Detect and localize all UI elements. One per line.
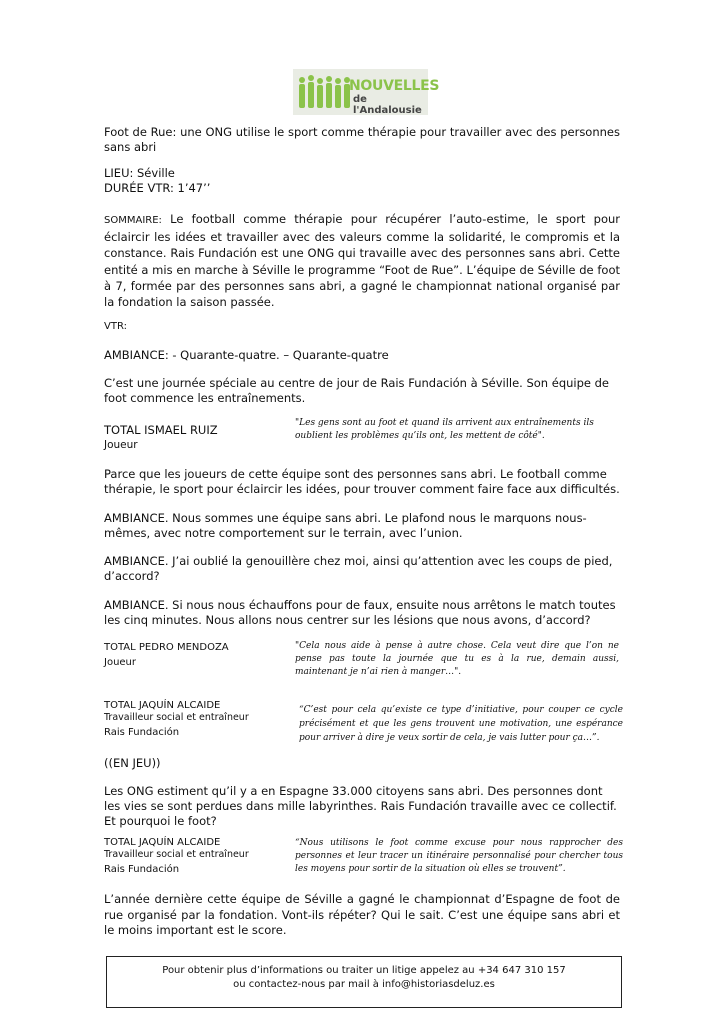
quote-4-role: Travailleur social et entraîneur bbox=[104, 849, 249, 860]
summary-label: SOMMAIRE: bbox=[104, 215, 162, 226]
paragraph-2: Parce que les joueurs de cette équipe sont des personnes sans abri. Le football comme thérapie, le sport pour éclaircir les idées, pour trouver comment faire face aux difficultés. bbox=[104, 467, 620, 496]
quote-2-speaker: TOTAL PEDRO MENDOZA bbox=[104, 642, 229, 653]
en-jeu: ((EN JEU)) bbox=[104, 756, 161, 770]
footer-contact-box bbox=[106, 956, 622, 1008]
ambiance-2: AMBIANCE. Nous sommes une équipe sans abri. Le plafond nous le marquons nous-mêmes, avec notre comportement sur le terrain, avec l’union. bbox=[104, 511, 587, 540]
paragraph-4: L’année dernière cette équipe de Séville a gagné le championnat d’Espagne de foot de rue organisé par la fondation. Vont-ils répéter? Qui le sait. C’est une équipe sans abri et le moins important est le score. bbox=[104, 892, 620, 937]
vtr-label: VTR: bbox=[104, 321, 127, 332]
paragraph-3: Les ONG estiment qu’il y a en Espagne 33.000 citoyens sans abri. Des personnes dont les vies se sont perdues dans mille labyrinthes. Rais Fundación travaille avec ce collectif. Et pourquoi le foot? bbox=[104, 784, 617, 828]
quote-4-speaker: TOTAL JAQUÍN ALCAIDE bbox=[104, 837, 221, 848]
paragraph-1: C’est une journée spéciale au centre de jour de Rais Fundación à Séville. Son équipe de foot commence les entraînements. bbox=[104, 376, 610, 405]
quote-2-text: "Cela nous aide à pense à autre chose. Cela veut dire que l’on ne pense pas toute la journée que tu es à la rue, demain aussi, maintenant je n’ai rien à manger…". bbox=[295, 641, 619, 677]
people-silhouettes-icon bbox=[296, 72, 352, 112]
footer-line-2: ou contactez-nous par mail à info@historiasdeluz.es bbox=[233, 979, 495, 990]
page-title: Foot de Rue: une ONG utilise le sport comme thérapie pour travailler avec des personnes sans abri bbox=[104, 125, 620, 154]
summary-text: Le football comme thérapie pour récupérer l’auto-estime, le sport pour éclaircir les idées et travailler avec des valeurs comme la solidarité, le compromis et la constance. Rais Fundación est une ONG qui travaille avec des personnes sans abri. Cette entité a mis en marche à Séville le programme “Foot de Rue”. L’équipe de Séville de foot à 7, formée par des personnes sans abri, a gagné le championnat national organisé par la fondation la saison passée. bbox=[104, 212, 621, 310]
quote-3-role: Travailleur social et entraîneur bbox=[104, 712, 249, 723]
ambiance-4: AMBIANCE. Si nous nous échauffons pour de faux, ensuite nous arrêtons le match toutes les cinq minutes. Nous allons nous centrer sur les lésions que nous avons, d’accord? bbox=[104, 598, 616, 627]
location: LIEU: Séville bbox=[104, 166, 175, 180]
quote-4-text: “Nous utilisons le foot comme excuse pour nous rapprocher des personnes et leur tracer un itinéraire personnalisé pour chercher tous les moyens pour sortir de la situation où elles se trouvent”. bbox=[295, 838, 623, 874]
summary bbox=[104, 211, 620, 310]
ambiance-1: AMBIANCE: - Quarante-quatre. – Quarante-quatre bbox=[104, 348, 389, 362]
quote-1-speaker: TOTAL ISMAEL RUIZ bbox=[104, 423, 218, 437]
quote-1-role: Joueur bbox=[104, 439, 138, 451]
quote-3-text: “C’est pour cela qu’existe ce type d’initiative, pour couper ce cycle précisément et que les gens trouvent une motivation, une espérance pour arriver à dire je veux sortir de cela, je vais lutter pour ça…”. bbox=[299, 705, 623, 743]
quote-1-text: "Les gens sont au foot et quand ils arrivent aux entraînements ils oublient les problèmes qu’ils ont, les mettent de côté". bbox=[295, 418, 594, 441]
logo-title: NOUVELLES bbox=[349, 78, 440, 94]
quote-4-org: Rais Fundación bbox=[104, 864, 180, 875]
ambiance-3: AMBIANCE. J’ai oublié la genouillère chez moi, ainsi qu’attention avec les coups de pied, d’accord? bbox=[104, 554, 613, 583]
quote-2-role: Joueur bbox=[104, 657, 137, 668]
duration: DURÉE VTR: 1’47’’ bbox=[104, 181, 211, 195]
quote-3-org: Rais Fundación bbox=[104, 727, 180, 738]
logo bbox=[293, 69, 440, 116]
logo-subtitle: de l'Andalousie bbox=[353, 94, 422, 116]
footer-line-1: Pour obtenir plus d’informations ou traiter un litige appelez au +34 647 310 157 bbox=[162, 965, 566, 976]
quote-3-speaker: TOTAL JAQUÍN ALCAIDE bbox=[104, 700, 221, 711]
